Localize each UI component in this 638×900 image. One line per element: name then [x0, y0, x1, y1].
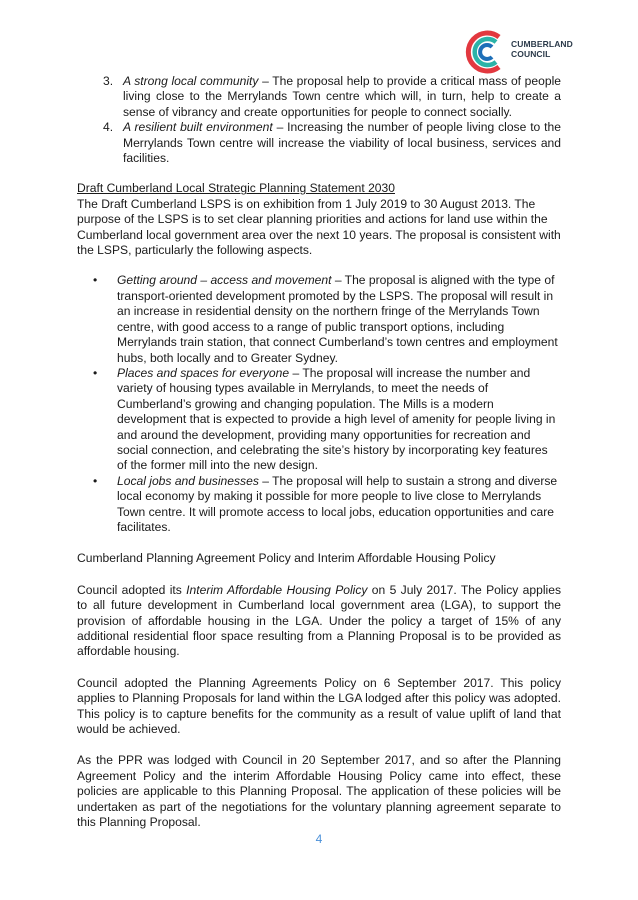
item-text: – The proposal will help to sustain a strong and diverse local economy by making it possible for more people to live close to Merrylands Town centre. It will promote access to local jobs, education opportunities and care facilitates. [117, 473, 558, 534]
p1-pre: Council adopted its [77, 582, 187, 597]
lsps-intro: The Draft Cumberland LSPS is on exhibition from 1 July 2019 to 30 August 2013. The purpose of the LSPS is to set clear planning priorities and actions for land use within the Cumberland local government area over the next 10 years. The proposal is consistent with the LSPS, particularly the following aspects. [77, 196, 561, 258]
logo-line-2: COUNCIL [511, 49, 551, 59]
item-text: – Increasing the number of people living close to the Merrylands Town centre will increase the viability of local business, services and facilities. [123, 120, 561, 166]
list-number: 3. [103, 74, 114, 88]
council-logo [459, 27, 609, 77]
logo-mark-icon [459, 27, 509, 77]
item-text: – The proposal is aligned with the type of transport-oriented development promoted by the LSPS. The proposal will result in an increase in residential density on the northern fringe of the Merrylands Town centre, with good access to a range of public transport options, including Merrylands train station, that connect Cumberland’s town centres and employment hubs, both locally and to Greater Sydney. [117, 273, 558, 365]
lsps-bullet-list [77, 273, 561, 535]
item-text: – The proposal help to provide a critical mass of people living close to the Merrylands Town centre which will, in turn, help to create a sense of vibrancy and create opportunities for people to connect socially. [123, 74, 561, 119]
list-item [103, 74, 561, 120]
bullet-icon: • [93, 273, 98, 288]
item-text: – The proposal will increase the number and variety of housing types available in Merrylands, to meet the needs of Cumberland’s growing and changing population. The Mills is a modern development that is expected to provide a high level of amenity for people living in and around the development, providing many opportunities for recreation and social connection, and celebrating the site’s history by incorporating key features of the former mill into the new design. [117, 365, 556, 473]
list-item [93, 273, 561, 365]
policy-paragraph-3: As the PPR was lodged with Council in 20 September 2017, and so after the Planning Agreement Policy and the interim Affordable Housing Policy came into effect, these policies are applicable to this Planning Proposal. The application of these policies will be undertaken as part of the negotiations for the voluntary planning agreement separate to this Planning Proposal. [77, 753, 561, 830]
item-title: Local jobs and businesses [117, 473, 259, 488]
item-title: Getting around – access and movement [117, 273, 332, 288]
numbered-list [77, 74, 561, 166]
policy-heading: Cumberland Planning Agreement Policy and Interim Affordable Housing Policy [77, 551, 496, 566]
logo-text [511, 39, 573, 59]
page-number: 4 [315, 832, 323, 846]
policy-paragraph-1 [77, 583, 561, 660]
logo-line-1: CUMBERLAND [511, 39, 573, 49]
item-title: Places and spaces for everyone [117, 365, 290, 380]
list-item [93, 473, 561, 536]
bullet-icon: • [93, 473, 98, 488]
list-item [93, 365, 561, 474]
document-body [77, 74, 561, 830]
policy-paragraph-2: Council adopted the Planning Agreements Policy on 6 September 2017. This policy applies to Planning Proposals for land within the LGA lodged after this policy was adopted. This policy is to capture benefits for the community as a result of value uplift of land that would be achieved. [77, 675, 561, 737]
p1-post: on 5 July 2017. The Policy applies to all future development in Cumberland local government area (LGA), to support the provision of affordable housing in the LGA. Under the policy a target of 15% of any additional residential floor space resulting from a Planning Proposal is to be provided as affordable housing. [77, 582, 561, 659]
list-number: 4. [103, 120, 114, 135]
p1-italic: Interim Affordable Housing Policy [186, 582, 368, 597]
item-title: A resilient built environment [123, 120, 273, 135]
item-title: A strong local community [123, 74, 259, 88]
list-item [103, 120, 561, 166]
lsps-heading: Draft Cumberland Local Strategic Planning Statement 2030 [77, 181, 395, 196]
bullet-icon: • [93, 365, 98, 380]
